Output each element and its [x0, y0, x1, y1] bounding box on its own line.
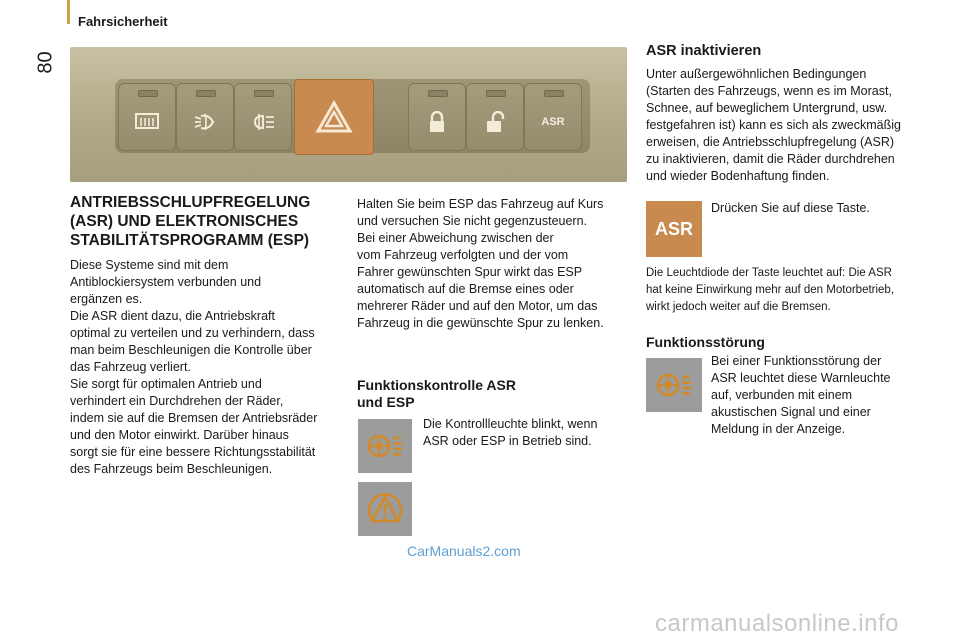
asr-press-text: Drücken Sie auf diese Taste. [711, 201, 870, 215]
hazard-triangle-icon [315, 100, 353, 134]
unlock-icon [484, 111, 506, 133]
funktionsstoerung-body: Bei einer Funktionsstörung der ASR leuchtet diese Warnleuchte auf, verbunden mit einem akustischen Signal und einer Meldung in der Anzeige. [711, 354, 891, 436]
main-title: ANTRIEBSSCHLUPFREGELUNG (ASR) UND ELEKTRONISCHES STABILITÄTSPROGRAMM (ESP) [70, 194, 311, 249]
skid-car-icon [365, 431, 405, 461]
funktionskontrolle-text: Die Kontrollleuchte blinkt, wenn ASR oder ESP in Betrieb sind. [423, 417, 598, 448]
lock-button [408, 83, 466, 151]
carmanualsonline-watermark: carmanualsonline.info [655, 610, 899, 637]
funktionsstoerung-title: Funktionsstörung [646, 334, 765, 350]
esp-body: Halten Sie beim ESP das Fahrzeug auf Kurs und versuchen Sie nicht gegenzusteuern. Bei einer Abweichung zwischen der vom Fahrzeug verfolgten und der vom Fahrer gewünschten Spur wirkt das ESP automatisch auf die Bremse eines oder mehrerer Räder und auf den Motor, um das Fahrzeug in die gewünschte Spur zu lenken. [357, 197, 604, 330]
section-accent-bar [67, 0, 70, 24]
front-fog-button [176, 83, 234, 151]
funktionskontrolle-title: Funktionskontrolle ASR und ESP [357, 377, 516, 410]
warning-triangle-icon [365, 491, 405, 527]
front-fog-light-icon [191, 112, 219, 132]
asr-panel-button [524, 83, 582, 151]
rear-defrost-icon [134, 112, 160, 132]
rear-fog-button [234, 83, 292, 151]
page-number: 80 [34, 50, 57, 74]
unlock-button [466, 83, 524, 151]
asr-inaktivieren-title: ASR inaktivieren [646, 43, 762, 59]
esp-warning-light-box [358, 482, 412, 536]
asr-panel-label: ASR [541, 116, 565, 128]
switch-panel-illustration [70, 47, 627, 182]
carmanuals-watermark: CarManuals2.com [407, 543, 521, 559]
lock-icon [427, 111, 447, 133]
main-body: Diese Systeme sind mit dem Antiblockiersystem verbunden und ergänzen es. Die ASR dient dazu, die Antriebskraft optimal zu verteilen und zu verhindern, dass man beim Beschleunigen die Kontrolle über das Fahrzeug verliert. Sie sorgt für optimalen Antrieb und verhindert ein Durchdrehen der Räder, indem sie auf die Bremsen der Antriebsräder und den Motor einwirkt. Darüber hinaus sorgt sie für eine bessere Richtungsstabilität des Fahrzeugs beim Beschleunigen. [70, 258, 318, 476]
asr-button-illustration [646, 201, 702, 257]
fault-warning-light-box [646, 358, 702, 412]
asr-button-label: ASR [654, 218, 693, 239]
skid-car-icon [654, 370, 694, 400]
hazard-button [294, 79, 374, 155]
rear-fog-light-icon [249, 112, 277, 132]
asr-inaktivieren-body: Unter außergewöhnlichen Bedingungen (Starten des Fahrzeugs, wenn es im Morast, Schnee, auf beweglichem Untergrund, usw. festgefahren ist) kann es sich als zweckmäßig erweisen, die Antriebsschlupfregelung (ASR) zu inaktivieren, damit die Räder durchdrehen und wieder Bodenhaftung finden. [646, 67, 901, 183]
section-header: Fahrsicherheit [78, 14, 168, 29]
asr-led-note: Die Leuchtdiode der Taste leuchtet auf: Die ASR hat keine Einwirkung mehr auf den Motorbetrieb, wirkt jedoch weiter auf die Bremsen. [646, 267, 895, 313]
asr-esp-warning-light-box [358, 419, 412, 473]
rear-defrost-button [118, 83, 176, 151]
